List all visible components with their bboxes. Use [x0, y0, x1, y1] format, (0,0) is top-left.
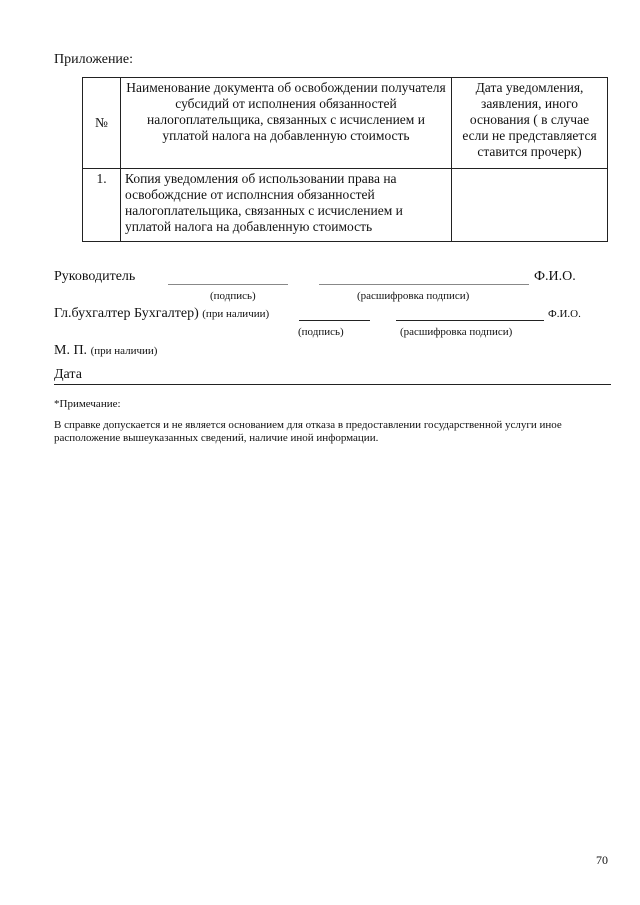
table-header-row — [83, 78, 608, 169]
row-document-name: Копия уведомления об использовании права на освобождсние от исполнсния обязанностей налогоплательщика, связанных с исчислением и уплатой налога на добавленную стоимость — [121, 169, 452, 242]
header-document-name: Наименование документа об освобождении получателя субсидий от исполнения обязанностей налогоплательщика, связанных с исчислением и уплатой налога на добавленную стоимость — [121, 78, 452, 169]
head-decoding-line — [319, 284, 529, 285]
head-signature-line — [168, 284, 288, 285]
row-notification-date — [452, 169, 608, 242]
appendix-title: Приложение: — [54, 52, 134, 67]
header-notification-date: Дата уведомления, заявления, иного основания ( в случае если не представляется ставится прочерк) — [452, 78, 608, 169]
row-number: 1. — [83, 169, 121, 242]
head-signature-caption: (подпись) — [210, 290, 256, 302]
table-row — [83, 169, 608, 242]
head-fio: Ф.И.О. — [534, 269, 576, 284]
header-number: № — [83, 78, 121, 169]
note-title: *Примечание: — [54, 398, 121, 410]
accountant-decoding-line — [396, 320, 544, 321]
stamp-if-any: (при наличии) — [90, 345, 158, 357]
head-decoding-caption: (расшифровка подписи) — [357, 290, 470, 302]
head-label: Руководитель — [54, 269, 136, 284]
accountant-if-any: (при наличии) — [202, 308, 270, 320]
date-label: Дата — [54, 367, 82, 382]
stamp-label-text: М. П. — [54, 343, 88, 358]
stamp-label — [54, 343, 157, 359]
note-text: В справке допускается и не является основанием для отказа в предоставлении государственной услуги иное расположение вышеуказанных сведений, наличие иной информации. — [54, 419, 562, 444]
accountant-label — [54, 306, 269, 322]
accountant-signature-line — [299, 320, 370, 321]
page-number: 70 — [596, 853, 608, 867]
accountant-label-text: Гл.бухгалтер Бухгалтер) — [54, 306, 199, 321]
accountant-fio: Ф.И.О. — [548, 308, 581, 320]
accountant-signature-caption: (подпись) — [298, 326, 344, 338]
accountant-decoding-caption: (расшифровка подписи) — [400, 326, 513, 338]
documents-table — [82, 77, 608, 242]
date-line — [54, 384, 611, 385]
